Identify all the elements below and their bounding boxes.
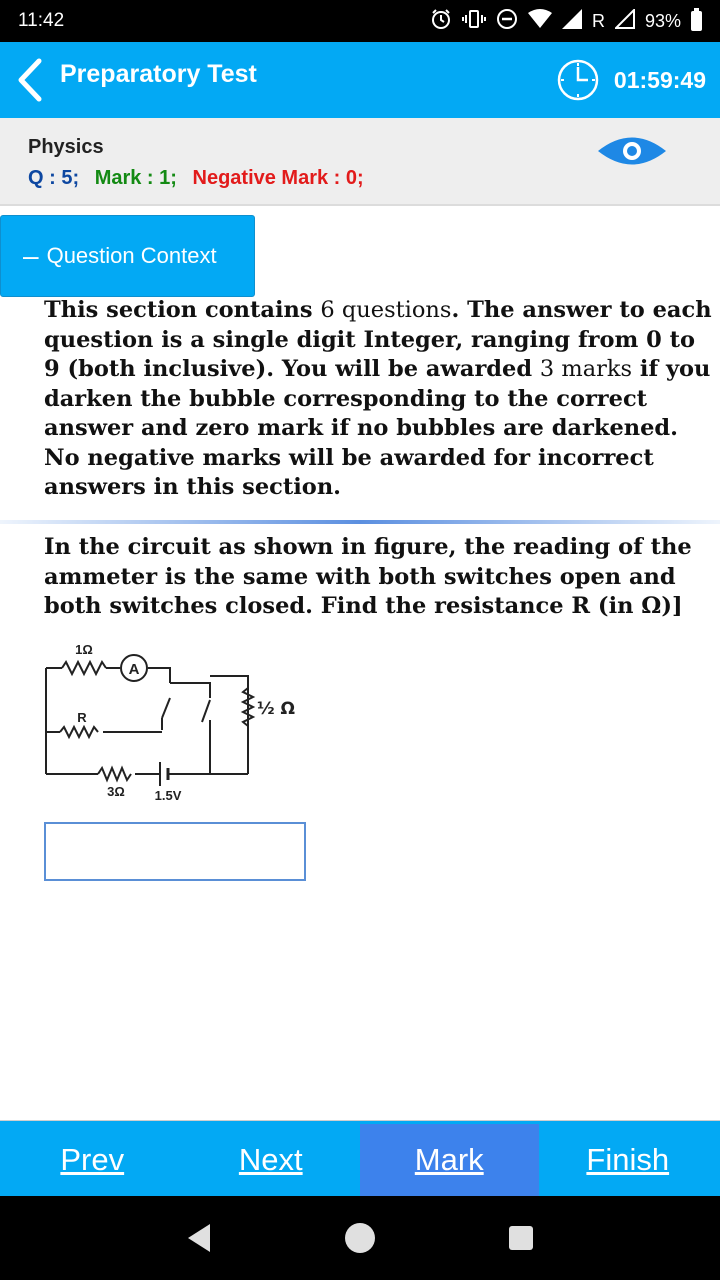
app-bar [0,42,720,118]
timer-value: 01:59:49 [613,66,706,93]
mark-button[interactable]: Mark [360,1124,539,1196]
roaming-indicator: R [591,10,605,31]
question-meta [28,167,692,190]
question-context-text [44,296,716,503]
context-part-3: . The answer to each question is a single digit Integer, ranging from 0 to 9 (both inclusive). You will be awarded [44,297,712,382]
top-resistor-label: 1Ω [75,642,93,657]
bottom-resistor [98,768,131,780]
bottom-resistor-label: 3Ω [107,784,125,799]
do-not-disturb-icon [496,8,518,35]
context-part-1: This section contains [44,297,321,323]
alarm-icon [430,8,452,35]
switch-1 [162,698,170,718]
context-part-2: 6 questions [320,297,452,323]
mark-value: Mark : 1; [94,167,177,189]
vibrate-icon [462,8,486,35]
eye-icon [596,134,668,168]
chevron-left-icon [15,58,45,102]
question-text: In the circuit as shown in figure, the reading of the ammeter is the same with both switches open and both switches closed. Find the resistance R (in Ω)] [44,534,692,619]
right-resistor-label: ½ Ω [257,699,295,719]
back-button[interactable] [0,42,60,118]
view-toggle-button[interactable] [596,134,668,173]
bottom-navigation [0,1120,720,1196]
ammeter-label: A [128,661,140,678]
context-part-5: if you darken the bubble corresponding to the correct answer and zero mark if no bubbles are darkened. No negative marks will be awarded for incorrect answers in this section. [44,356,711,500]
page-title: Preparatory Test [60,59,257,88]
signal-outline-icon [615,9,635,34]
battery-percent: 93% [644,10,681,31]
middle-resistor [60,727,98,737]
answer-input[interactable] [44,822,306,881]
middle-resistor-label: R [77,710,87,725]
question-info [0,118,720,206]
battery-icon [691,11,702,31]
circuit-diagram [40,638,310,808]
next-button[interactable]: Next [238,1142,303,1177]
top-resistor [62,662,106,674]
system-navigation [0,1196,720,1280]
question-number: Q : 5; [28,167,80,189]
minus-icon: – [23,240,39,271]
context-part-4: 3 marks [539,356,633,382]
back-triangle-icon[interactable] [184,1221,214,1255]
finish-button[interactable]: Finish [586,1142,670,1177]
signal-icon [562,9,582,34]
wifi-icon [528,9,552,34]
subject-label: Physics [28,136,104,158]
battery-label: 1.5V [154,788,182,803]
clock-icon [556,58,600,102]
question-context-toggle[interactable] [0,215,255,297]
section-divider [0,520,720,524]
negative-mark-value: Negative Mark : 0; [192,167,364,189]
status-icons [430,8,702,35]
status-bar [0,0,720,42]
status-time: 11:42 [18,10,65,31]
timer [556,58,720,102]
recents-square-icon[interactable] [506,1223,536,1253]
home-circle-icon[interactable] [343,1221,377,1255]
prev-button[interactable]: Prev [60,1142,125,1177]
question-context-label: Question Context [46,243,217,268]
switch-2 [202,700,210,722]
